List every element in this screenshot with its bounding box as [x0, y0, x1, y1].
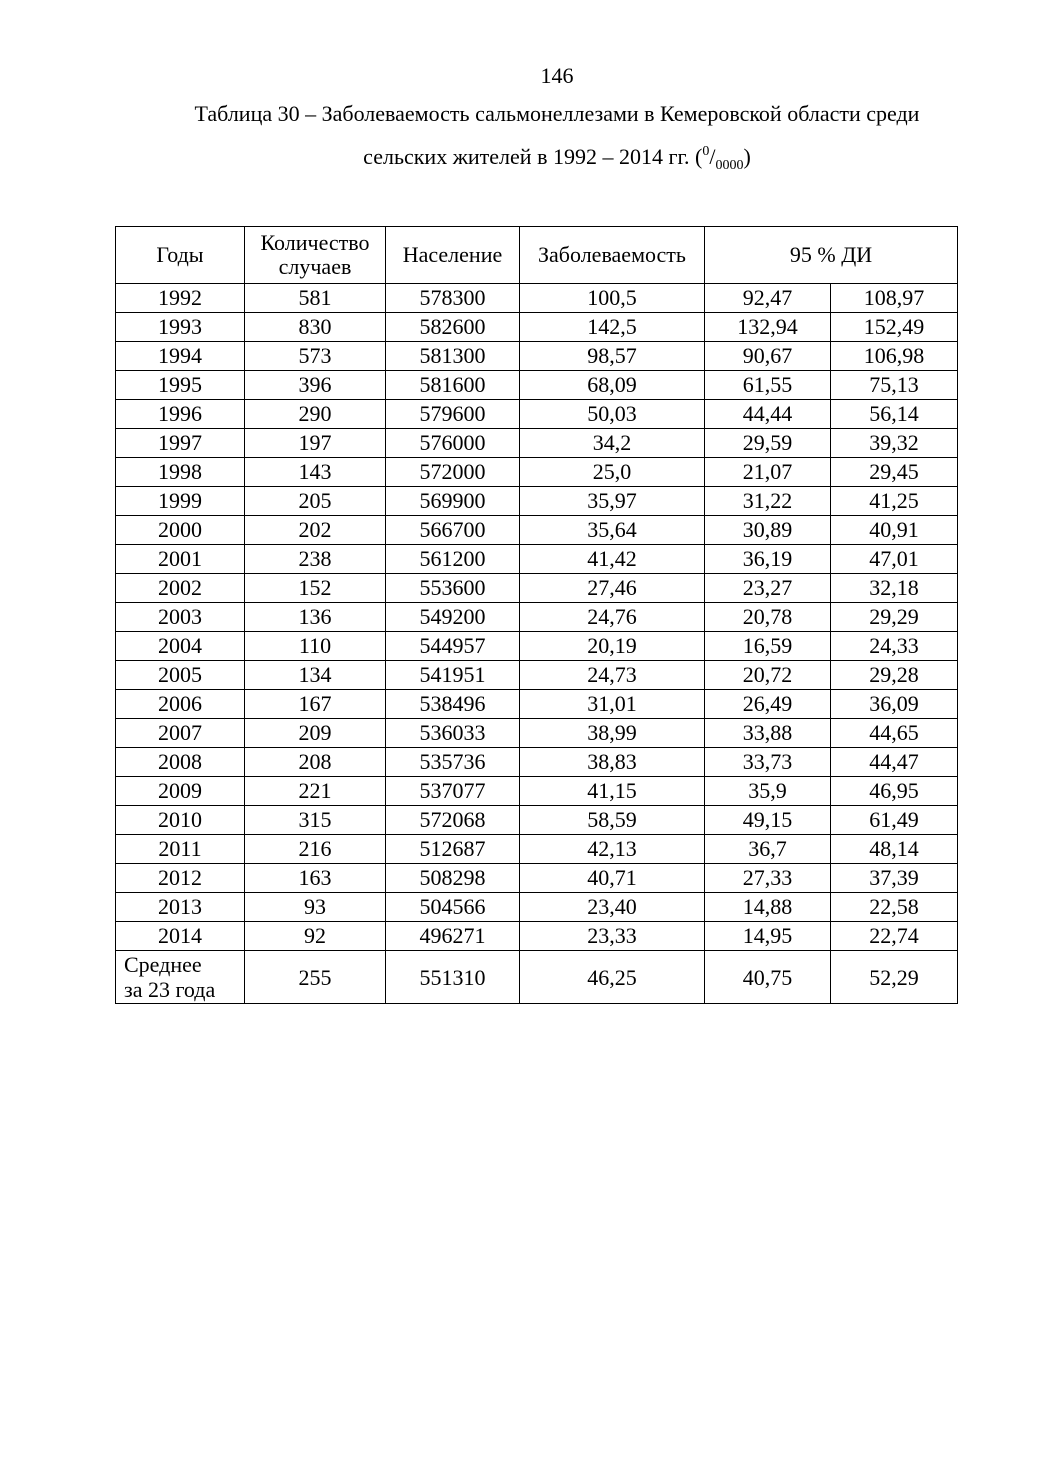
ci-lower-cell: 27,33 [705, 864, 831, 893]
average-label-line-1: Среднее [124, 952, 202, 977]
ci-upper-cell: 46,95 [831, 777, 958, 806]
incidence-cell: 42,13 [520, 835, 705, 864]
cases-cell: 134 [245, 661, 386, 690]
cases-cell: 197 [245, 429, 386, 458]
table-row [116, 371, 958, 400]
ci-lower-cell: 33,88 [705, 719, 831, 748]
average-cases-cell: 255 [245, 951, 386, 1004]
table-row [116, 284, 958, 313]
year-cell: 1993 [116, 313, 245, 342]
population-cell: 566700 [386, 516, 520, 545]
incidence-cell: 38,83 [520, 748, 705, 777]
cases-cell: 205 [245, 487, 386, 516]
unit-superscript: 0 [702, 144, 710, 159]
unit-subscript: 0000 [715, 158, 744, 173]
year-cell: 1998 [116, 458, 245, 487]
population-cell: 504566 [386, 893, 520, 922]
average-incidence-cell: 46,25 [520, 951, 705, 1004]
ci-upper-cell: 47,01 [831, 545, 958, 574]
ci-upper-cell: 39,32 [831, 429, 958, 458]
incidence-cell: 58,59 [520, 806, 705, 835]
incidence-cell: 100,5 [520, 284, 705, 313]
population-cell: 572000 [386, 458, 520, 487]
population-cell: 569900 [386, 487, 520, 516]
year-cell: 2012 [116, 864, 245, 893]
average-label [116, 951, 245, 1004]
incidence-cell: 34,2 [520, 429, 705, 458]
population-cell: 549200 [386, 603, 520, 632]
caption-closing-paren: ) [743, 144, 751, 169]
cases-cell: 209 [245, 719, 386, 748]
ci-upper-cell: 29,45 [831, 458, 958, 487]
ci-lower-cell: 23,27 [705, 574, 831, 603]
ci-upper-cell: 32,18 [831, 574, 958, 603]
header-row [116, 227, 958, 284]
incidence-cell: 31,01 [520, 690, 705, 719]
incidence-cell: 27,46 [520, 574, 705, 603]
population-cell: 582600 [386, 313, 520, 342]
year-cell: 2009 [116, 777, 245, 806]
incidence-table [115, 226, 958, 1004]
cases-cell: 167 [245, 690, 386, 719]
ci-upper-cell: 44,65 [831, 719, 958, 748]
incidence-cell: 41,15 [520, 777, 705, 806]
year-cell: 1994 [116, 342, 245, 371]
population-cell: 535736 [386, 748, 520, 777]
ci-upper-cell: 106,98 [831, 342, 958, 371]
ci-lower-cell: 61,55 [705, 371, 831, 400]
population-cell: 512687 [386, 835, 520, 864]
year-cell: 2004 [116, 632, 245, 661]
average-ci-upper-cell: 52,29 [831, 951, 958, 1004]
cases-cell: 290 [245, 400, 386, 429]
table-row [116, 429, 958, 458]
incidence-cell: 98,57 [520, 342, 705, 371]
ci-lower-cell: 36,7 [705, 835, 831, 864]
table-row [116, 458, 958, 487]
ci-lower-cell: 16,59 [705, 632, 831, 661]
unit-slash: / [709, 144, 716, 169]
year-cell: 2001 [116, 545, 245, 574]
population-cell: 508298 [386, 864, 520, 893]
table-row [116, 922, 958, 951]
incidence-cell: 25,0 [520, 458, 705, 487]
incidence-cell: 50,03 [520, 400, 705, 429]
ci-lower-cell: 92,47 [705, 284, 831, 313]
page-number: 146 [540, 63, 574, 88]
incidence-cell: 23,40 [520, 893, 705, 922]
average-label-line-2: за 23 года [124, 977, 216, 1002]
cases-cell: 110 [245, 632, 386, 661]
table-caption-line-1: Таблица 30 – Заболеваемость сальмонеллезами в Кемеровской области среди [194, 101, 920, 126]
year-cell: 1999 [116, 487, 245, 516]
ci-upper-cell: 152,49 [831, 313, 958, 342]
header-population: Население [386, 227, 520, 284]
table-row [116, 777, 958, 806]
population-cell: 553600 [386, 574, 520, 603]
ci-upper-cell: 36,09 [831, 690, 958, 719]
table-row [116, 864, 958, 893]
year-cell: 2003 [116, 603, 245, 632]
ci-lower-cell: 35,9 [705, 777, 831, 806]
ci-upper-cell: 41,25 [831, 487, 958, 516]
cases-cell: 163 [245, 864, 386, 893]
population-cell: 536033 [386, 719, 520, 748]
ci-lower-cell: 21,07 [705, 458, 831, 487]
cases-cell: 216 [245, 835, 386, 864]
year-cell: 2013 [116, 893, 245, 922]
table-row [116, 487, 958, 516]
table-row [116, 690, 958, 719]
year-cell: 2006 [116, 690, 245, 719]
incidence-cell: 35,64 [520, 516, 705, 545]
average-population-cell: 551310 [386, 951, 520, 1004]
year-cell: 1995 [116, 371, 245, 400]
table-body [116, 284, 958, 1004]
ci-upper-cell: 44,47 [831, 748, 958, 777]
ci-lower-cell: 26,49 [705, 690, 831, 719]
ci-lower-cell: 31,22 [705, 487, 831, 516]
ci-lower-cell: 36,19 [705, 545, 831, 574]
ci-upper-cell: 56,14 [831, 400, 958, 429]
header-confidence-interval: 95 % ДИ [705, 227, 958, 284]
population-cell: 581300 [386, 342, 520, 371]
incidence-cell: 20,19 [520, 632, 705, 661]
cases-cell: 573 [245, 342, 386, 371]
year-cell: 1996 [116, 400, 245, 429]
ci-lower-cell: 30,89 [705, 516, 831, 545]
cases-cell: 202 [245, 516, 386, 545]
year-cell: 2000 [116, 516, 245, 545]
incidence-cell: 142,5 [520, 313, 705, 342]
table-row [116, 748, 958, 777]
table-row [116, 516, 958, 545]
population-cell: 541951 [386, 661, 520, 690]
incidence-cell: 41,42 [520, 545, 705, 574]
year-cell: 1992 [116, 284, 245, 313]
ci-lower-cell: 14,95 [705, 922, 831, 951]
header-incidence: Заболеваемость [520, 227, 705, 284]
table-row [116, 806, 958, 835]
year-cell: 2011 [116, 835, 245, 864]
year-cell: 2008 [116, 748, 245, 777]
ci-upper-cell: 108,97 [831, 284, 958, 313]
cases-cell: 92 [245, 922, 386, 951]
header-cases: Количество случаев [245, 227, 386, 284]
population-cell: 561200 [386, 545, 520, 574]
cases-cell: 208 [245, 748, 386, 777]
ci-lower-cell: 33,73 [705, 748, 831, 777]
cases-cell: 830 [245, 313, 386, 342]
year-cell: 2002 [116, 574, 245, 603]
population-cell: 581600 [386, 371, 520, 400]
ci-lower-cell: 132,94 [705, 313, 831, 342]
incidence-cell: 38,99 [520, 719, 705, 748]
table-row [116, 342, 958, 371]
header-years: Годы [116, 227, 245, 284]
ci-upper-cell: 29,29 [831, 603, 958, 632]
caption-text: сельских жителей в 1992 – 2014 гг. ( [363, 144, 703, 169]
table-row [116, 574, 958, 603]
incidence-cell: 68,09 [520, 371, 705, 400]
incidence-cell: 24,76 [520, 603, 705, 632]
ci-lower-cell: 90,67 [705, 342, 831, 371]
population-cell: 579600 [386, 400, 520, 429]
ci-upper-cell: 24,33 [831, 632, 958, 661]
ci-lower-cell: 20,78 [705, 603, 831, 632]
incidence-cell: 35,97 [520, 487, 705, 516]
ci-upper-cell: 48,14 [831, 835, 958, 864]
table-row [116, 545, 958, 574]
ci-upper-cell: 61,49 [831, 806, 958, 835]
table-row [116, 661, 958, 690]
cases-cell: 396 [245, 371, 386, 400]
ci-upper-cell: 40,91 [831, 516, 958, 545]
year-cell: 2005 [116, 661, 245, 690]
cases-cell: 152 [245, 574, 386, 603]
cases-cell: 136 [245, 603, 386, 632]
table-row [116, 603, 958, 632]
ci-lower-cell: 49,15 [705, 806, 831, 835]
population-cell: 578300 [386, 284, 520, 313]
cases-cell: 221 [245, 777, 386, 806]
ci-upper-cell: 22,58 [831, 893, 958, 922]
year-cell: 1997 [116, 429, 245, 458]
table-row [116, 719, 958, 748]
year-cell: 2014 [116, 922, 245, 951]
year-cell: 2010 [116, 806, 245, 835]
average-row [116, 951, 958, 1004]
year-cell: 2007 [116, 719, 245, 748]
table-caption-line-2 [0, 143, 1040, 171]
population-cell: 537077 [386, 777, 520, 806]
table-row [116, 835, 958, 864]
incidence-cell: 23,33 [520, 922, 705, 951]
cases-cell: 143 [245, 458, 386, 487]
ci-lower-cell: 44,44 [705, 400, 831, 429]
table-row [116, 893, 958, 922]
cases-cell: 581 [245, 284, 386, 313]
cases-cell: 238 [245, 545, 386, 574]
table-row [116, 400, 958, 429]
cases-cell: 315 [245, 806, 386, 835]
incidence-cell: 40,71 [520, 864, 705, 893]
ci-upper-cell: 29,28 [831, 661, 958, 690]
cases-cell: 93 [245, 893, 386, 922]
ci-upper-cell: 37,39 [831, 864, 958, 893]
incidence-cell: 24,73 [520, 661, 705, 690]
population-cell: 572068 [386, 806, 520, 835]
ci-lower-cell: 14,88 [705, 893, 831, 922]
table-row [116, 632, 958, 661]
population-cell: 576000 [386, 429, 520, 458]
ci-lower-cell: 29,59 [705, 429, 831, 458]
table-row [116, 313, 958, 342]
ci-upper-cell: 75,13 [831, 371, 958, 400]
population-cell: 496271 [386, 922, 520, 951]
population-cell: 544957 [386, 632, 520, 661]
ci-upper-cell: 22,74 [831, 922, 958, 951]
population-cell: 538496 [386, 690, 520, 719]
average-ci-lower-cell: 40,75 [705, 951, 831, 1004]
ci-lower-cell: 20,72 [705, 661, 831, 690]
